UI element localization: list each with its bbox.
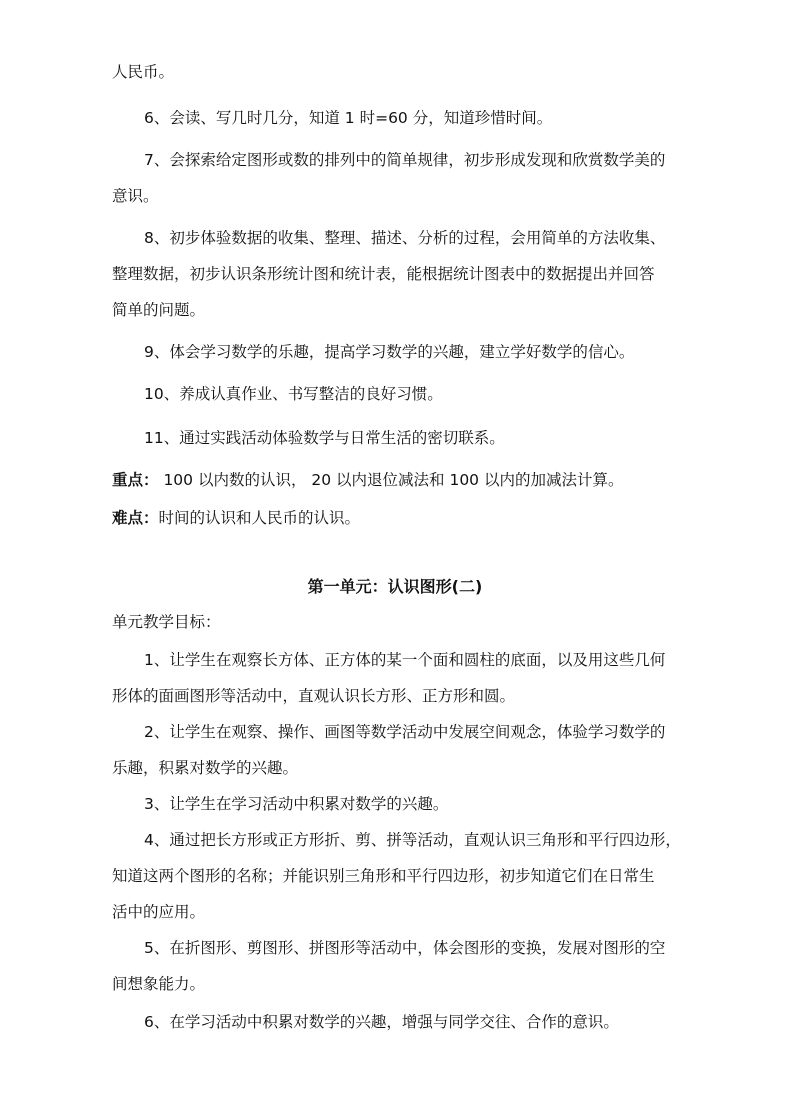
goal-line: 1、让学生在观察长方体、正方体的某一个面和圆柱的底面，以及用这些几何 xyxy=(144,651,666,669)
key-points-text: 100 以内数的认识， 20 以内退位减法和 100 以内的加减法计算。 xyxy=(158,471,624,489)
difficult-points-label: 难点： xyxy=(112,509,159,527)
text-line: 意识。 xyxy=(112,187,159,205)
goals-heading: 单元教学目标： xyxy=(112,613,221,631)
goal-line: 间想象能力。 xyxy=(112,975,206,993)
difficult-points-line xyxy=(112,508,360,528)
text-line: 整理数据，初步认识条形统计图和统计表，能根据统计图表中的数据提出并回答 xyxy=(112,265,655,283)
text-line: 7、会探索给定图形或数的排列中的简单规律，初步形成发现和欣赏数学美的 xyxy=(144,151,666,169)
goal-line: 4、通过把长方形或正方形折、剪、拼等活动，直观认识三角形和平行四边形， xyxy=(144,831,681,849)
difficult-points-text: 时间的认识和人民币的认识。 xyxy=(158,509,361,527)
text-line: 简单的问题。 xyxy=(112,301,206,319)
text-line: 6、会读、写几时几分，知道 1 时=60 分，知道珍惜时间。 xyxy=(144,109,553,127)
text-line: 11、通过实践活动体验数学与日常生活的密切联系。 xyxy=(144,429,505,447)
text-line: 人民币。 xyxy=(112,63,175,81)
key-points-line xyxy=(112,470,623,490)
goal-line: 3、让学生在学习活动中积累对数学的兴趣。 xyxy=(144,795,449,813)
goal-line: 形体的面画图形等活动中，直观认识长方形、正方形和圆。 xyxy=(112,687,516,705)
goal-line: 知道这两个图形的名称；并能识别三角形和平行四边形，初步知道它们在日常生 xyxy=(112,867,655,885)
text-line: 9、体会学习数学的乐趣，提高学习数学的兴趣，建立学好数学的信心。 xyxy=(144,343,635,361)
text-line: 8、初步体验数据的收集、整理、描述、分析的过程，会用简单的方法收集、 xyxy=(144,229,666,247)
goal-line: 5、在折图形、剪图形、拼图形等活动中，体会图形的变换，发展对图形的空 xyxy=(144,939,666,957)
goal-line: 活中的应用。 xyxy=(112,903,206,921)
goal-line: 2、让学生在观察、操作、画图等数学活动中发展空间观念，体验学习数学的 xyxy=(144,723,666,741)
goal-line: 乐趣，积累对数学的兴趣。 xyxy=(112,759,299,777)
goal-line: 6、在学习活动中积累对数学的兴趣，增强与同学交往、合作的意识。 xyxy=(144,1013,619,1031)
text-line: 10、养成认真作业、书写整洁的良好习惯。 xyxy=(144,385,443,403)
unit-title: 第一单元：认识图形(二) xyxy=(307,577,483,596)
key-points-label: 重点： xyxy=(112,471,159,489)
